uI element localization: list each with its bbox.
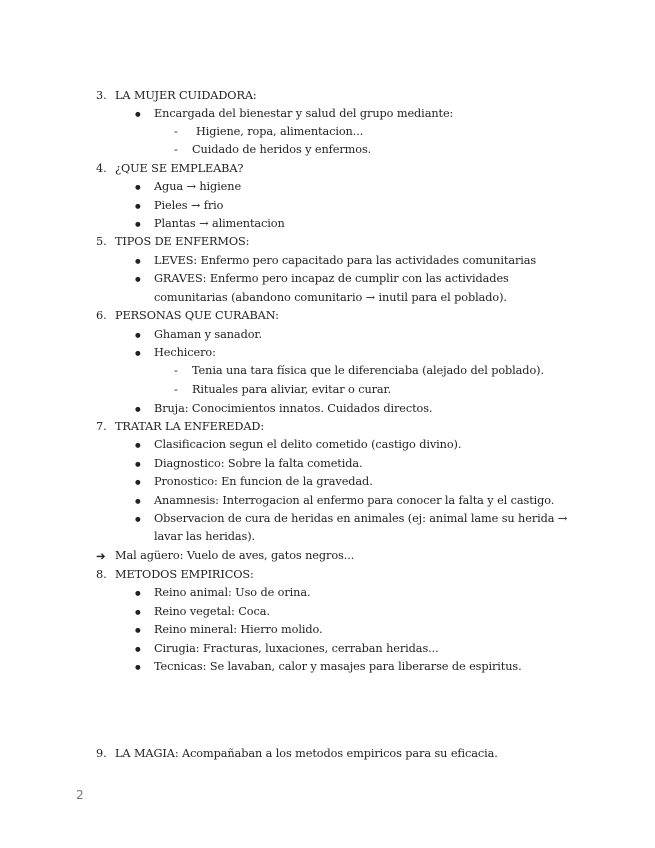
list-item: ● Anamnesis: Interrogacion al enfermo para conocer la falta y el castigo. [154, 494, 554, 508]
section-number: 8. [96, 568, 107, 581]
arrow-icon: ➔ [96, 549, 106, 563]
sub-list-item: Tenia una tara física que le diferenciaba (alejado del poblado). [192, 364, 544, 377]
list-item: ● Reino mineral: Hierro molido. [154, 623, 323, 637]
list-item: ● Reino vegetal: Coca. [154, 605, 270, 619]
section-title: LA MUJER CUIDADORA: [115, 89, 257, 102]
section-number: 9. [96, 747, 107, 760]
sub-list-item: Cuidado de heridos y enfermos. [192, 143, 372, 156]
section-number: 7. [96, 420, 107, 433]
section-title: LA MAGIA: Acompañaban a los metodos empiricos para su eficacia. [115, 747, 498, 760]
list-item: ● Ghaman y sanador. [154, 328, 262, 342]
list-item: ● LEVES: Enfermo pero capacitado para las actividades comunitarias [154, 254, 536, 268]
section-number: 6. [96, 309, 107, 322]
dash-marker: - [174, 383, 178, 396]
section-title: ¿QUE SE EMPLEABA? [115, 162, 244, 175]
list-item: ● Pronostico: En funcion de la gravedad. [154, 475, 373, 489]
list-item: ● Encargada del bienestar y salud del grupo mediante: [154, 107, 453, 121]
section-number: 3. [96, 89, 107, 102]
list-item: ● Clasificacion segun el delito cometido (castigo divino). [154, 438, 461, 452]
dash-marker: - [174, 125, 178, 138]
page-number: 2 [76, 788, 84, 802]
list-item: ● Cirugia: Fracturas, luxaciones, cerraban heridas... [154, 642, 439, 656]
list-item: ● Tecnicas: Se lavaban, calor y masajes para liberarse de espiritus. [154, 660, 522, 674]
section-title: TIPOS DE ENFERMOS: [115, 235, 250, 248]
list-item: ● Reino animal: Uso de orina. [154, 586, 311, 600]
section-title: METODOS EMPIRICOS: [115, 568, 254, 581]
list-item: ● Observacion de cura de heridas en animales (ej: animal lame su herida → [154, 512, 567, 526]
list-item-continuation: comunitarias (abandono comunitario → inutil para el poblado). [154, 291, 507, 304]
section-title: TRATAR LA ENFEREDAD: [115, 420, 265, 433]
dash-marker: - [174, 364, 178, 377]
list-item: ● Agua → higiene [154, 180, 241, 194]
list-item: ● Hechicero: [154, 346, 216, 360]
arrow-note: Mal agüero: Vuelo de aves, gatos negros... [115, 549, 355, 562]
dash-marker: - [174, 143, 178, 156]
list-item-continuation: lavar las heridas). [154, 530, 256, 543]
section-title: PERSONAS QUE CURABAN: [115, 309, 279, 322]
list-item: ● Bruja: Conocimientos innatos. Cuidados directos. [154, 402, 432, 416]
sub-list-item: Higiene, ropa, alimentacion... [196, 125, 364, 138]
list-item: ● Diagnostico: Sobre la falta cometida. [154, 457, 363, 471]
list-item: ● GRAVES: Enfermo pero incapaz de cumplir con las actividades [154, 272, 509, 286]
section-number: 5. [96, 235, 107, 248]
section-number: 4. [96, 162, 107, 175]
list-item: ● Pieles → frio [154, 199, 223, 213]
list-item: ● Plantas → alimentacion [154, 217, 285, 231]
sub-list-item: Rituales para aliviar, evitar o curar. [192, 383, 392, 396]
